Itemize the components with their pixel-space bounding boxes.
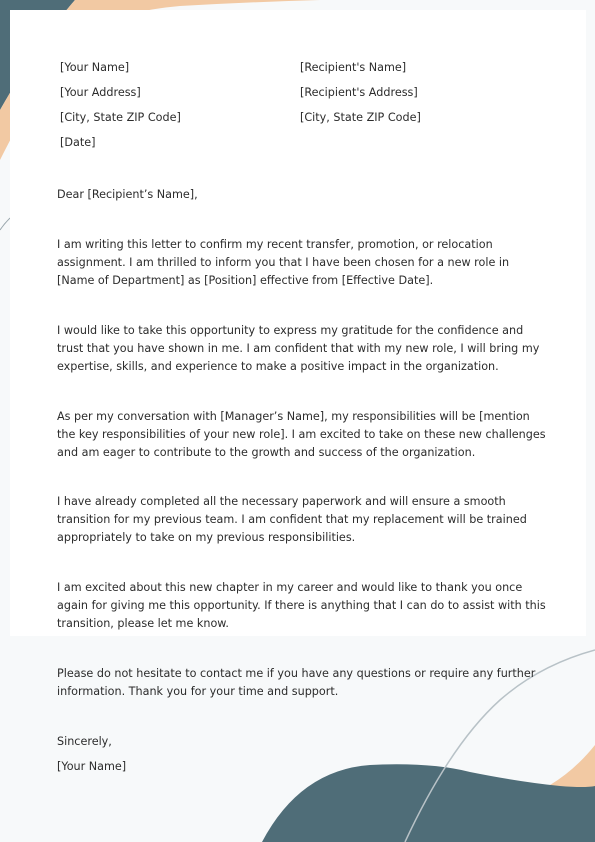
body-paragraph-5: I am excited about this new chapter in my career and would like to thank you once again for giving me this opportunity. If there is anything that I can do to assist with this transition, please let me know. (57, 581, 546, 630)
body-paragraph-4: I have already completed all the necessary paperwork and will ensure a smooth transition for my previous team. I am confident that my replacement will be trained appropriately to take on my previous responsibilities. (57, 495, 527, 544)
sender-name: [Your Name] (60, 61, 130, 74)
body-paragraph-1: I am writing this letter to confirm my recent transfer, promotion, or relocation assignment. I am thrilled to inform you that I have been chosen for a new role in [Name of Department] as [Position] effective from [Effective Date]. (57, 238, 510, 287)
salutation: Dear [Recipient’s Name], (57, 188, 198, 201)
sender-city: [City, State ZIP Code] (60, 111, 181, 124)
sender-address: [Your Address] (60, 86, 141, 99)
body-paragraph-2: I would like to take this opportunity to express my gratitude for the confidence and trust that you have shown in me. I am confident that with my new role, I will bring my expertise, skills, and experience to make a positive impact in the organization. (57, 324, 540, 373)
recipient-name: [Recipient's Name] (300, 61, 407, 74)
closing: Sincerely, (57, 735, 112, 748)
recipient-city: [City, State ZIP Code] (300, 111, 421, 124)
body-paragraph-3: As per my conversation with [Manager’s Name], my responsibilities will be [mention the key responsibilities of your new role]. I am excited to take on these new challenges and am eager to contribute to the growth and success of the organization. (57, 410, 546, 459)
bottom-right-teal-wave (262, 764, 595, 842)
signature-name: [Your Name] (57, 760, 127, 773)
body-paragraph-6: Please do not hesitate to contact me if you have any questions or require any further information. Thank you for your time and support. (57, 667, 536, 698)
recipient-address: [Recipient's Address] (300, 86, 418, 99)
left-thin-curve (0, 218, 10, 230)
letter-date: [Date] (60, 136, 96, 149)
